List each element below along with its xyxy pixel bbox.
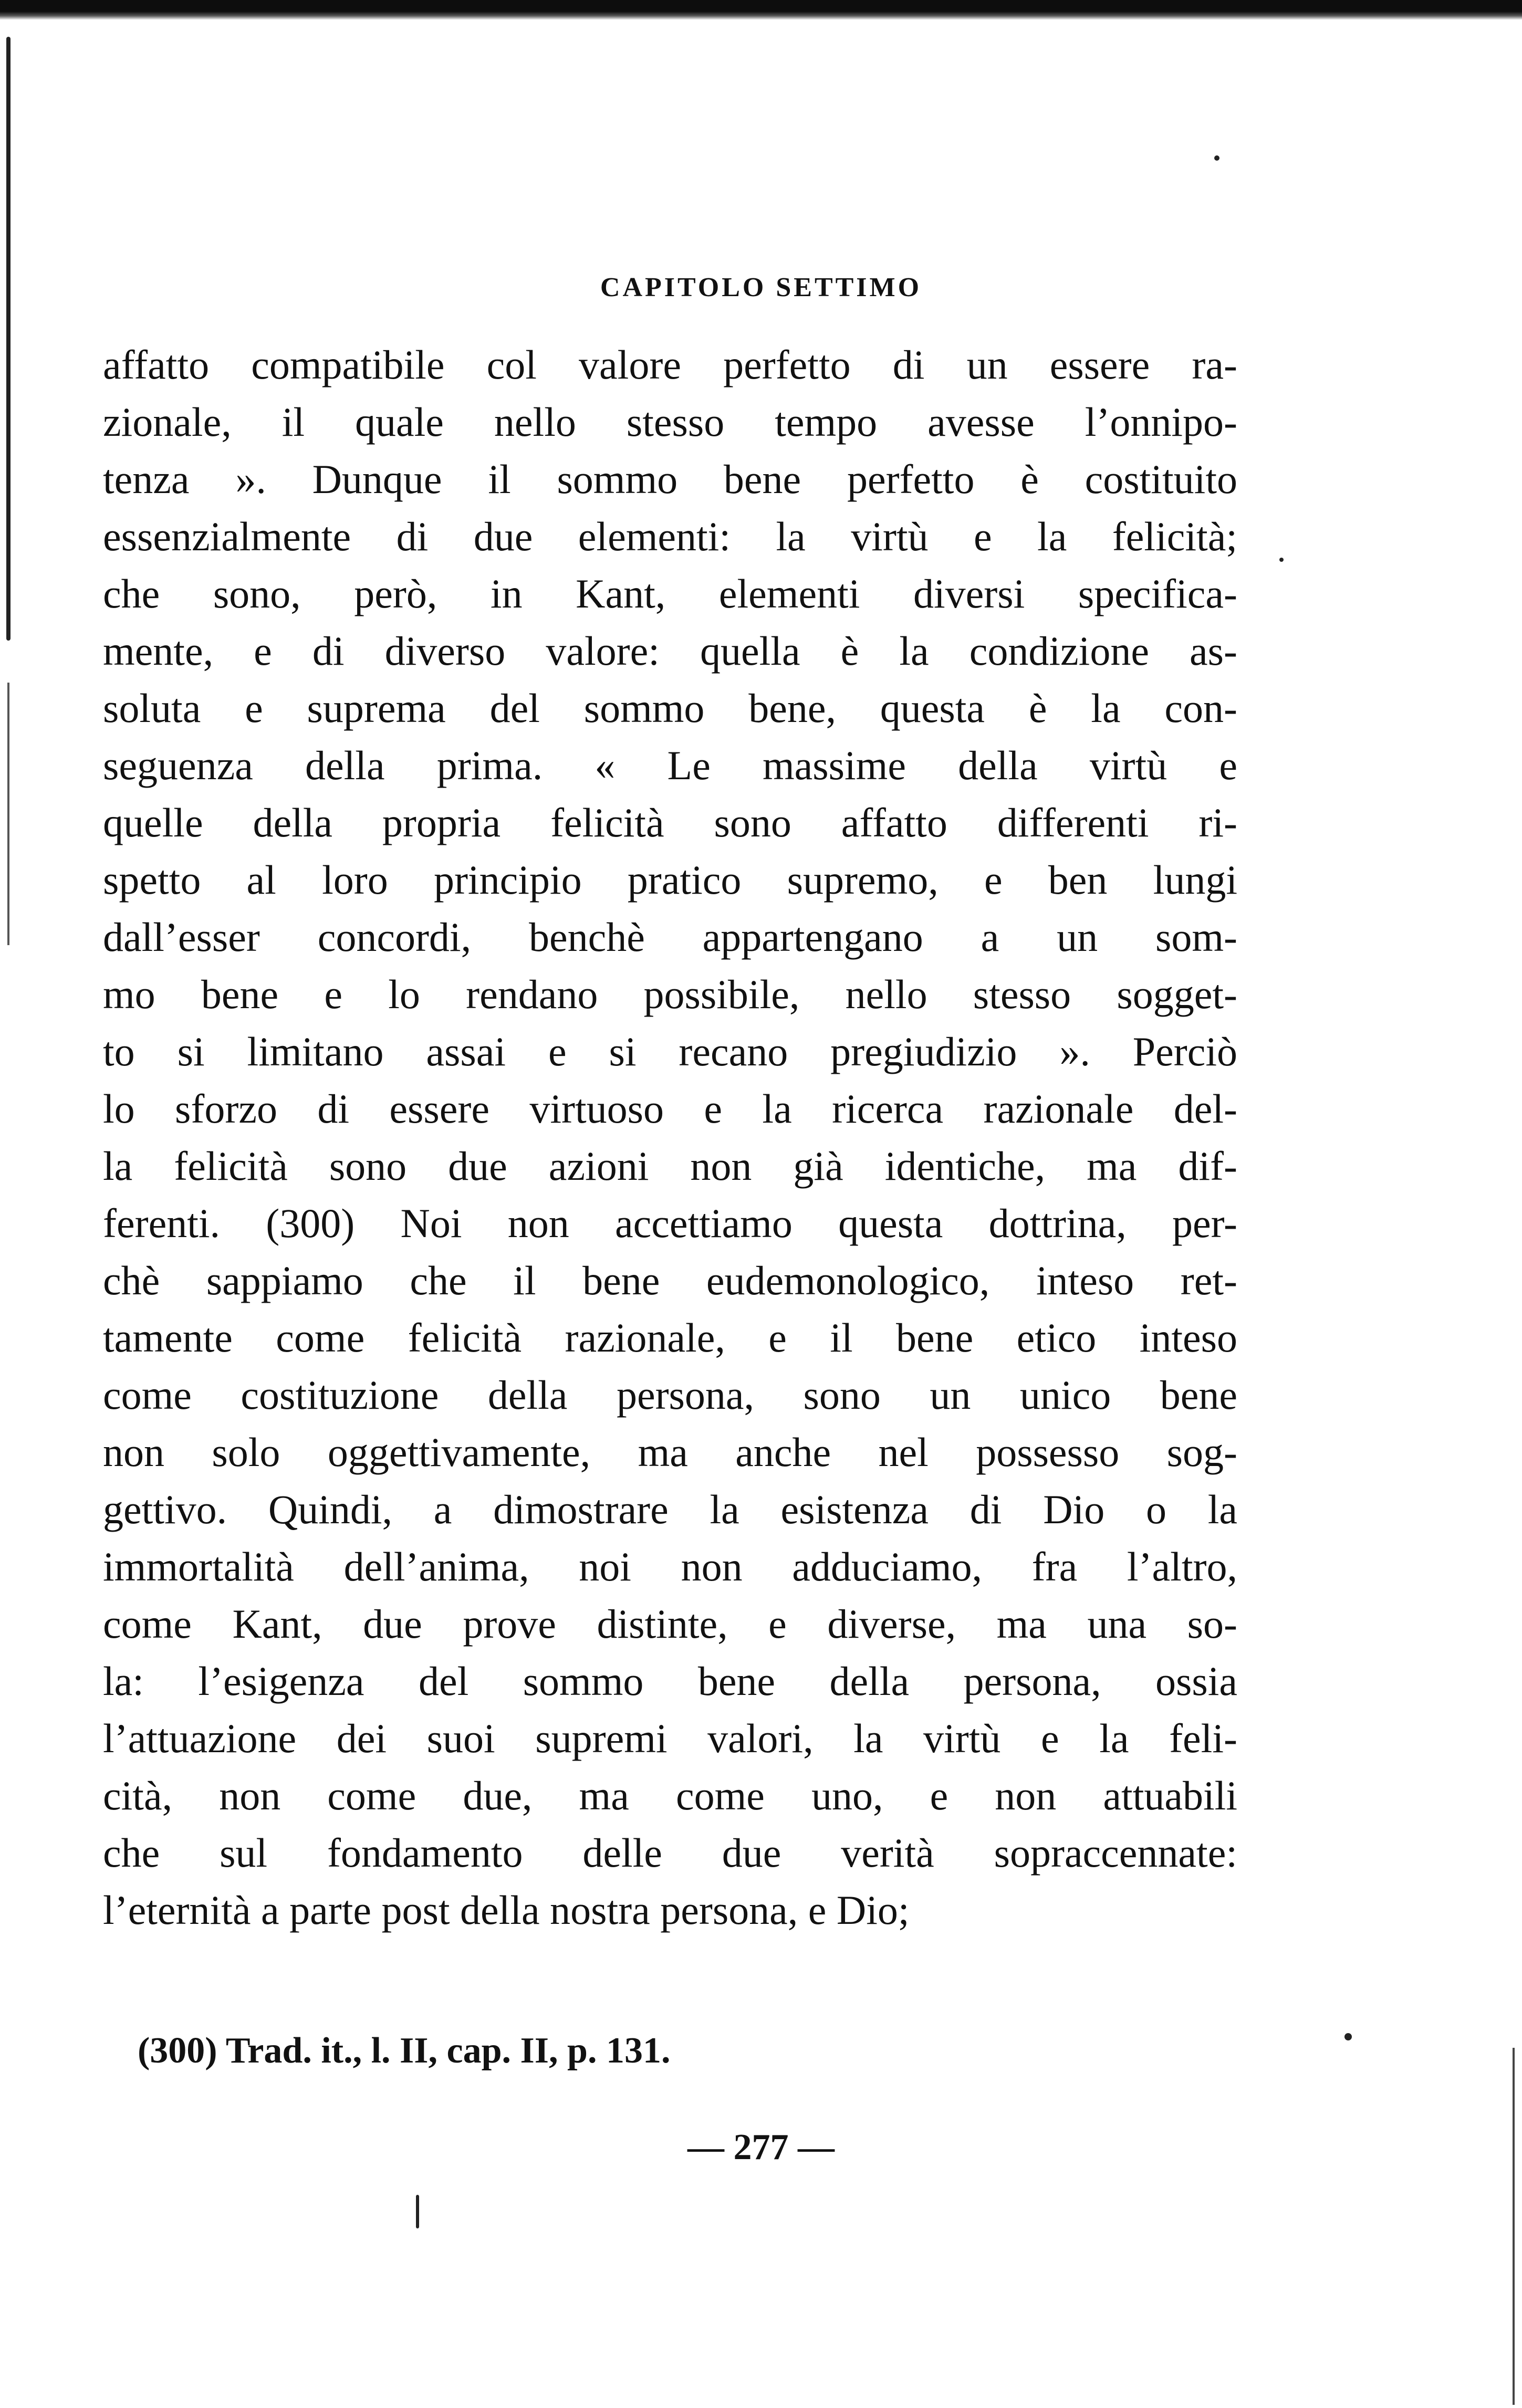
body-line: affatto compatibile col valore perfetto di un essere ra- [103,342,1237,388]
body-line: la felicità sono due azioni non già identiche, ma dif- [103,1143,1237,1189]
body-line: tamente come felicità razionale, e il bene etico inteso [103,1315,1237,1360]
body-line: to si limitano assai e si recano pregiudizio ». Perciò [103,1029,1237,1074]
page-number: — 277 — [687,2127,835,2168]
body-line: mente, e di diverso valore: quella è la condizione as- [103,628,1237,674]
body-line: lo sforzo di essere virtuoso e la ricerca razionale del- [103,1086,1237,1132]
scan-left-edge [6,37,11,641]
body-line: quelle della propria felicità sono affatto differenti ri- [103,800,1237,845]
body-line: zionale, il quale nello stesso tempo avesse l’onnipo- [103,399,1237,445]
scan-top-edge [0,0,1522,20]
body-line: non solo oggettivamente, ma anche nel possesso sog- [103,1429,1237,1475]
body-line: mo bene e lo rendano possibile, nello stesso sogget- [103,971,1237,1017]
scan-speck [1344,2033,1352,2040]
body-line: dall’esser concordi, benchè appartengano a un som- [103,914,1237,960]
body-line: la: l’esigenza del sommo bene della persona, ossia [103,1658,1237,1704]
body-line: ferenti. (300) Noi non accettiamo questa dottrina, per- [103,1200,1237,1246]
body-line: tenza ». Dunque il sommo bene perfetto è costituito [103,456,1237,502]
body-line: essenzialmente di due elementi: la virtù e la felicità; [103,514,1237,559]
body-text [103,336,1237,1939]
body-line: come Kant, due prove distinte, e diverse, ma una so- [103,1601,1237,1647]
body-line: chè sappiamo che il bene eudemonologico, inteso ret- [103,1258,1237,1303]
body-line: l’eternità a parte post della nostra persona, e Dio; [103,1887,910,1933]
scan-left-edge-lower [7,683,9,945]
running-header: CAPITOLO SETTIMO [600,273,922,302]
body-line: seguenza della prima. « Le massime della virtù e [103,742,1237,788]
body-line: cità, non come due, ma come uno, e non attuabili [103,1773,1237,1818]
body-line: immortalità dell’anima, noi non adduciamo, fra l’altro, [103,1544,1237,1589]
body-line: che sono, però, in Kant, elementi diversi specifica- [103,571,1237,616]
body-line: che sul fondamento delle due verità sopraccennate: [103,1830,1237,1876]
body-line: come costituzione della persona, sono un unico bene [103,1372,1237,1418]
scan-speck [1279,558,1284,562]
body-line: spetto al loro principio pratico supremo, e ben lungi [103,857,1237,903]
body-line: l’attuazione dei suoi supremi valori, la virtù e la feli- [103,1715,1237,1761]
footnote: (300) Trad. it., l. II, cap. II, p. 131. [138,2030,671,2071]
scan-speck [1214,155,1219,161]
body-line: soluta e suprema del sommo bene, questa è la con- [103,685,1237,731]
scan-speck [416,2195,419,2228]
body-line: gettivo. Quindi, a dimostrare la esistenza di Dio o la [103,1486,1237,1532]
scan-right-edge [1513,2048,1515,2405]
